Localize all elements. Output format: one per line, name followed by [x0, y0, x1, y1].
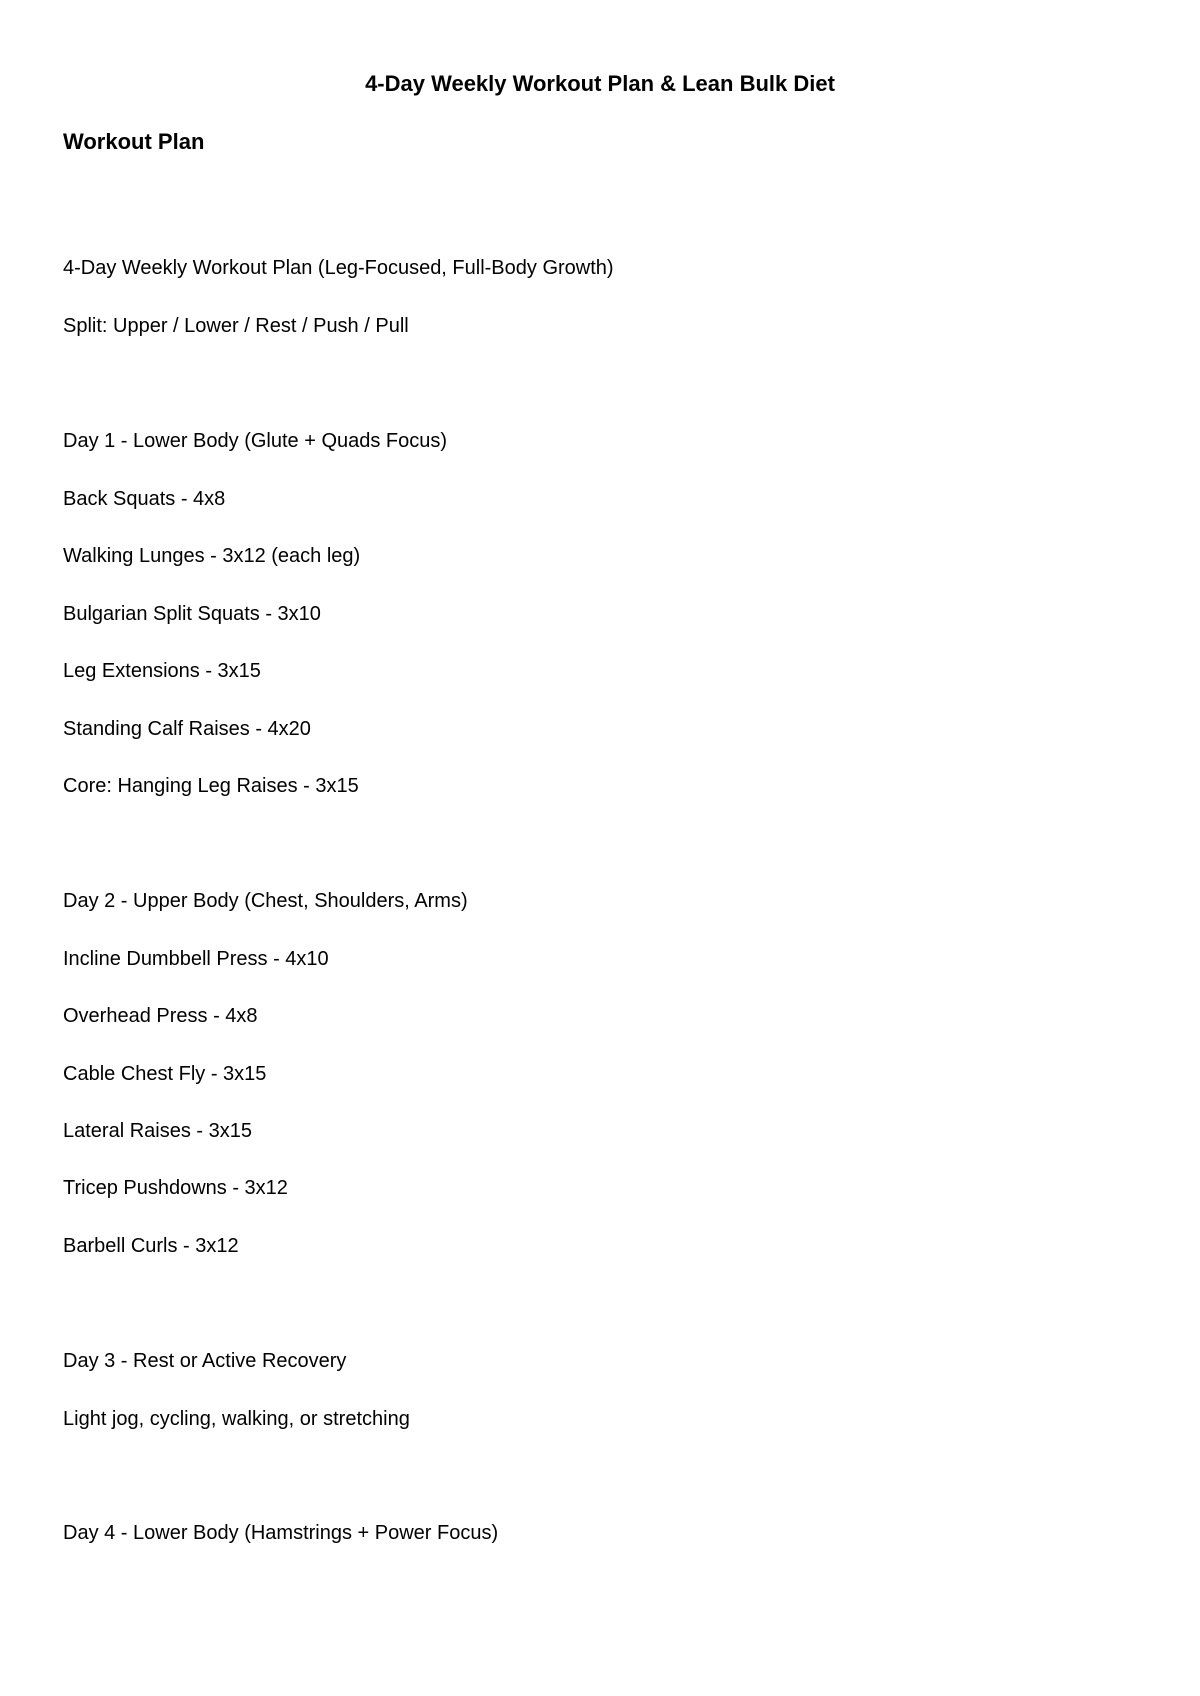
day2-heading: Day 2 - Upper Body (Chest, Shoulders, Arms) [63, 890, 468, 912]
day1-exercise: Standing Calf Raises - 4x20 [63, 718, 311, 740]
day2-exercise: Overhead Press - 4x8 [63, 1005, 258, 1027]
day1-heading: Day 1 - Lower Body (Glute + Quads Focus) [63, 430, 448, 452]
document-title: 4-Day Weekly Workout Plan & Lean Bulk Diet [365, 71, 835, 96]
day2-exercise: Cable Chest Fly - 3x15 [63, 1063, 267, 1085]
day2-exercise: Barbell Curls - 3x12 [63, 1235, 239, 1257]
day1-exercise: Back Squats - 4x8 [63, 488, 226, 510]
day2-exercise: Tricep Pushdowns - 3x12 [63, 1177, 288, 1199]
plan-title: 4-Day Weekly Workout Plan (Leg-Focused, Full-Body Growth) [63, 257, 614, 279]
day1-exercise: Leg Extensions - 3x15 [63, 660, 261, 682]
day3-activity: Light jog, cycling, walking, or stretching [63, 1408, 410, 1430]
day2-exercise: Incline Dumbbell Press - 4x10 [63, 948, 329, 970]
split-line: Split: Upper / Lower / Rest / Push / Pull [63, 315, 409, 337]
section-heading-workout-plan: Workout Plan [63, 129, 205, 154]
day1-exercise: Walking Lunges - 3x12 (each leg) [63, 545, 361, 567]
day3-heading: Day 3 - Rest or Active Recovery [63, 1350, 347, 1372]
day2-exercise: Lateral Raises - 3x15 [63, 1120, 252, 1142]
day1-exercise: Core: Hanging Leg Raises - 3x15 [63, 775, 359, 797]
day4-heading: Day 4 - Lower Body (Hamstrings + Power Focus) [63, 1522, 499, 1544]
day1-exercise: Bulgarian Split Squats - 3x10 [63, 603, 321, 625]
